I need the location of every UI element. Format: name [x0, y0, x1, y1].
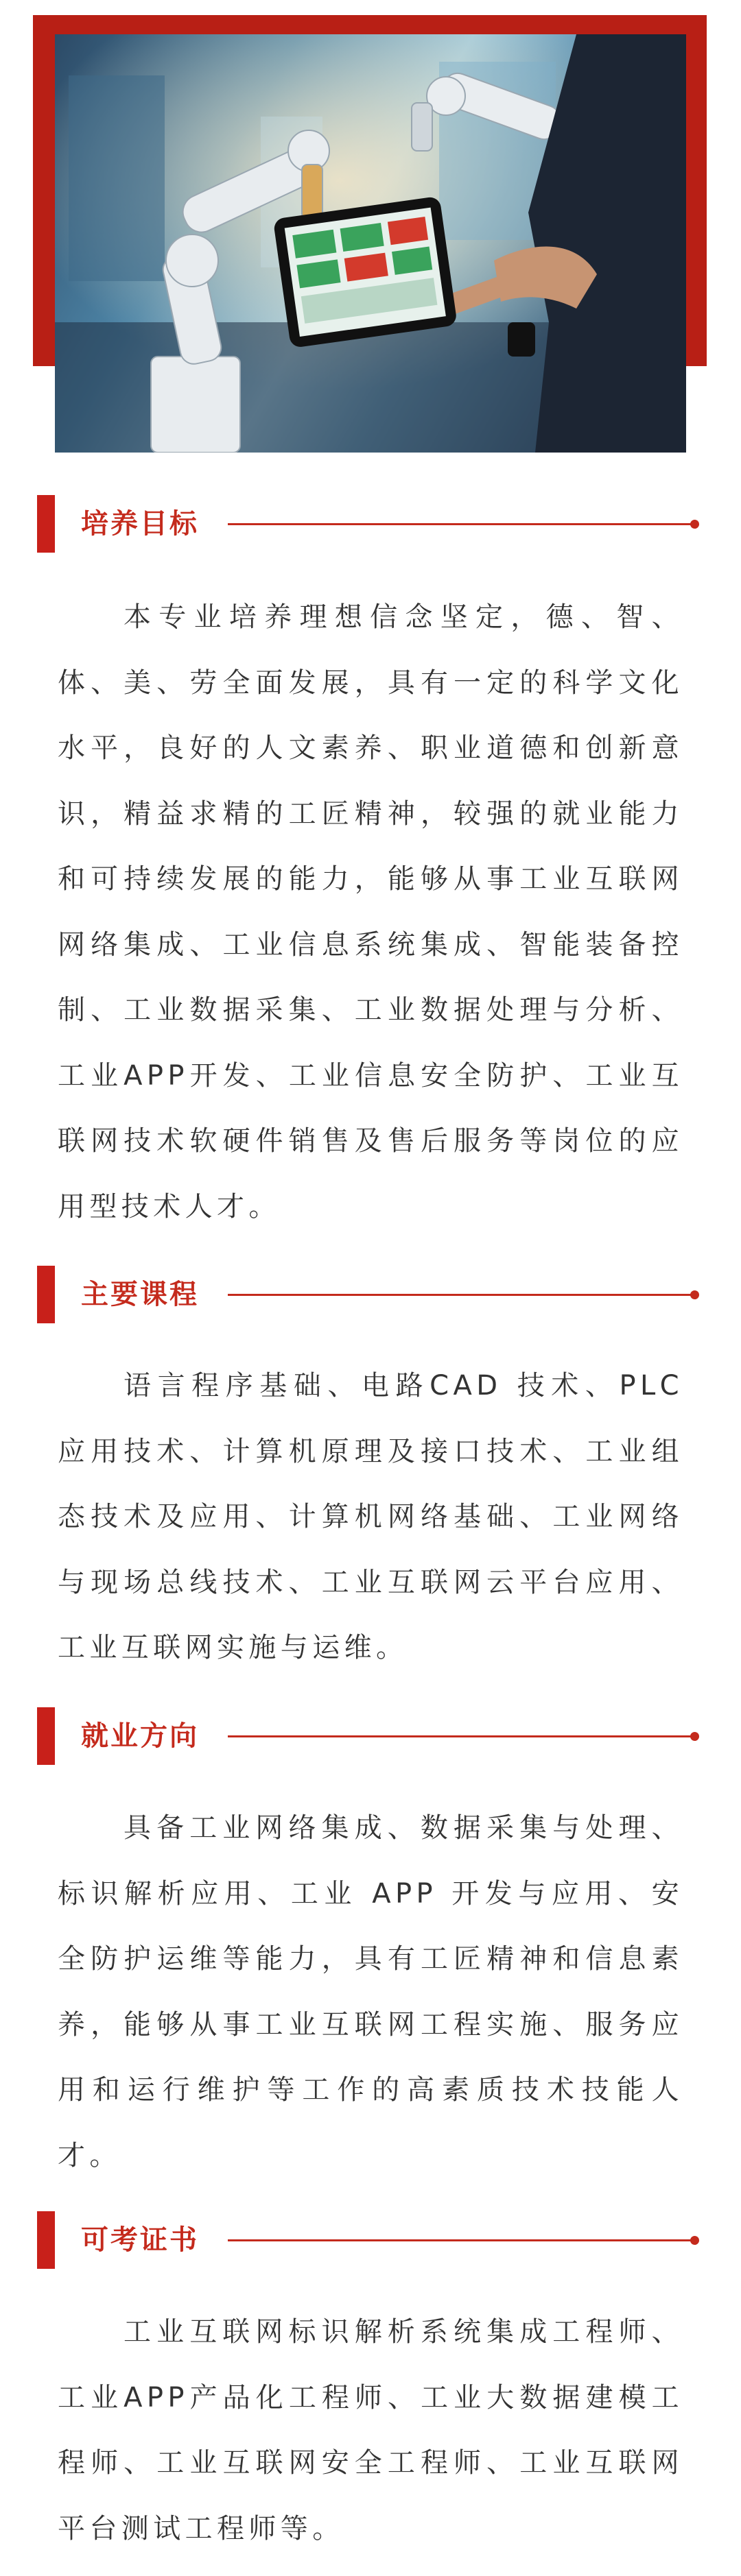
section-header-goals: [0, 495, 741, 553]
section-title: 可考证书: [81, 2224, 199, 2256]
section-divider-dot: [690, 1732, 699, 1741]
section-marker-bar: [37, 1266, 55, 1323]
section-header-certificates: [0, 2211, 741, 2269]
section-title: 培养目标: [81, 508, 199, 540]
section-header-employment: [0, 1707, 741, 1765]
section-header-courses: [0, 1266, 741, 1323]
section-body-goals: 本专业培养理想信念坚定，德、智、体、美、劳全面发展，具有一定的科学文化水平，良好的人文素养、职业道德和创新意识，精益求精的工匠精神，较强的就业能力和可持续发展的能力，能够从事工业互联网网络集成、工业信息系统集成、智能装备控制、工业数据采集、工业数据处理与分析、工业APP开发、工业信息安全防护、工业互联网技术软硬件销售及售后服务等岗位的应用型技术人才。: [58, 601, 683, 1223]
hero-frame-top: [33, 15, 707, 34]
industrial-robot-tablet-photo: [55, 34, 686, 453]
tablet-device: [273, 196, 458, 348]
section-marker-bar: [37, 1707, 55, 1765]
section-marker-bar: [37, 495, 55, 553]
hero-banner: [0, 0, 741, 473]
section-body-employment: 具备工业网络集成、数据采集与处理、标识解析应用、工业 APP 开发与应用、安全防护运维等能力，具有工匠精神和信息素养，能够从事工业互联网工程实施、服务应用和运行维护等工作的高素质技术技能人才。: [58, 1812, 683, 2171]
section-body-courses: 语言程序基础、电路CAD 技术、PLC应用技术、计算机原理及接口技术、工业组态技术及应用、计算机网络基础、工业网络与现场总线技术、工业互联网云平台应用、工业互联网实施与运维。: [58, 1370, 683, 1663]
section-divider-line: [228, 1294, 694, 1296]
hero-illustration: [55, 34, 686, 453]
section-title: 就业方向: [81, 1720, 199, 1752]
section-body-certificates: 工业互联网标识解析系统集成工程师、工业APP产品化工程师、工业大数据建模工程师、工业互联网安全工程师、工业互联网平台测试工程师等。: [58, 2316, 683, 2544]
section-divider-dot: [690, 2236, 699, 2245]
section-title: 主要课程: [81, 1279, 199, 1310]
section-divider-line: [228, 2239, 694, 2241]
section-divider-dot: [690, 520, 699, 529]
section-marker-bar: [37, 2211, 55, 2269]
section-divider-line: [228, 1735, 694, 1737]
section-divider-line: [228, 523, 694, 525]
section-divider-dot: [690, 1290, 699, 1299]
